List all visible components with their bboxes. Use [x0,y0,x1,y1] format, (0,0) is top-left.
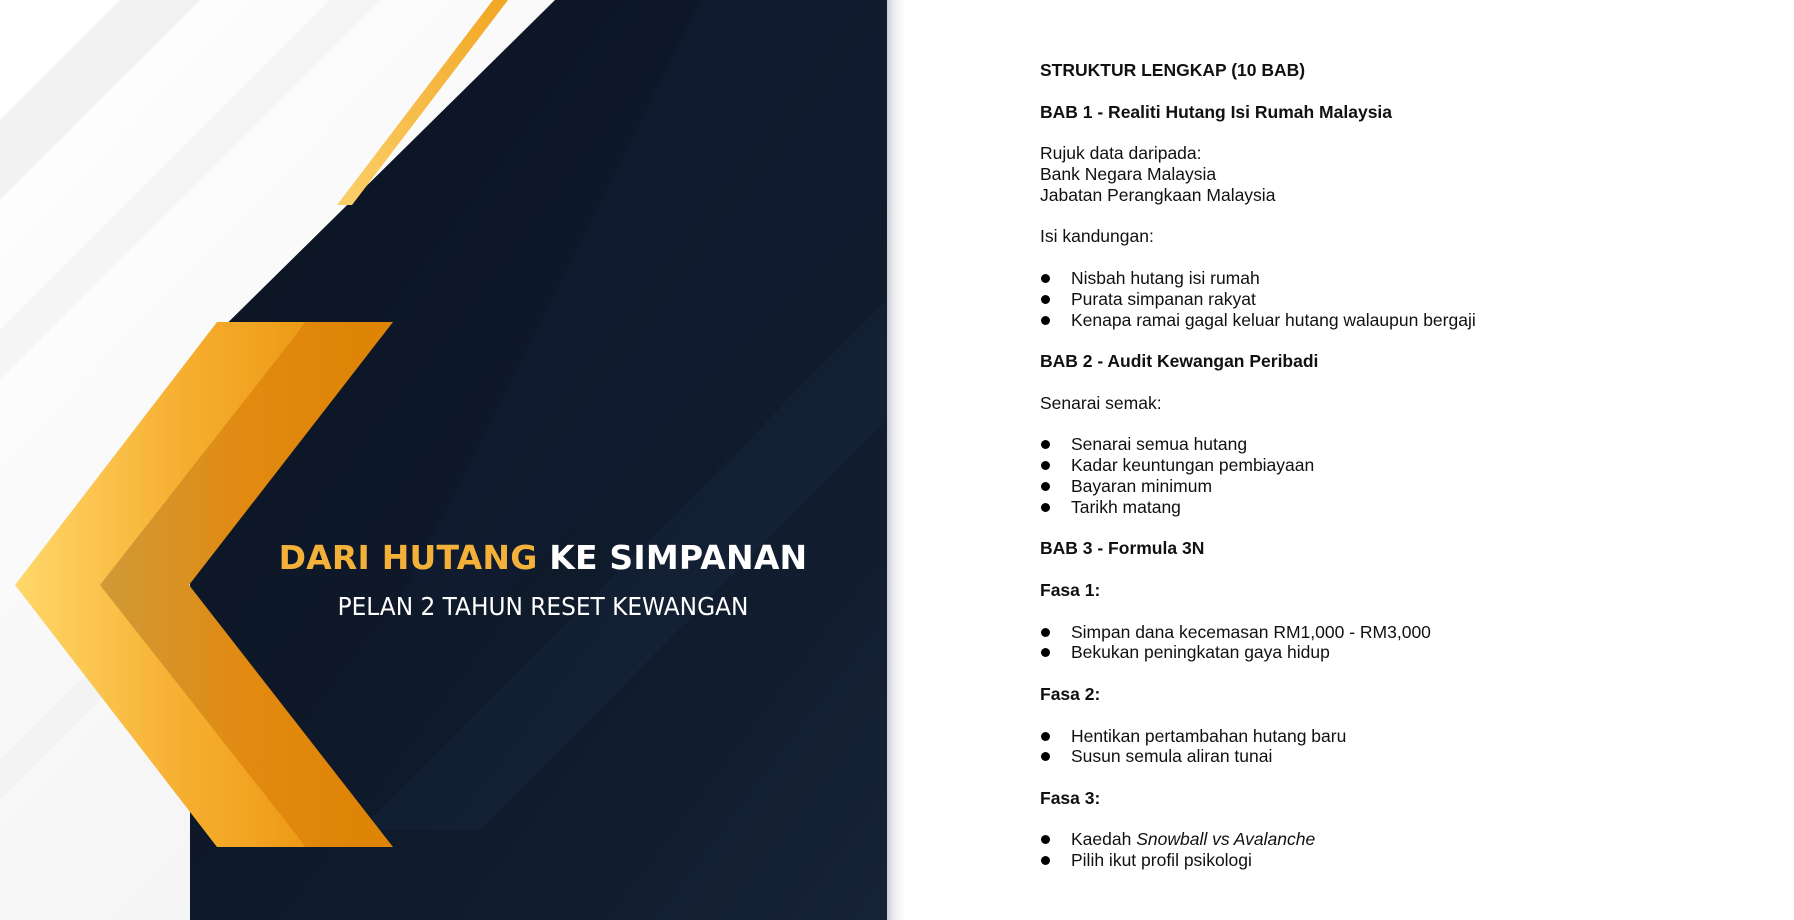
chapter-title-bab1: BAB 1 - Realiti Hutang Isi Rumah Malaysia [1040,101,1393,122]
page-gutter [887,0,905,920]
list-item: Bayaran minimum [1040,476,1740,497]
list-item: Susun semula aliran tunai [1040,746,1740,767]
cover-title-accent: DARI HUTANG [278,538,538,577]
list-item: Hentikan pertambahan hutang baru [1040,726,1740,747]
chapter-title-bab2: BAB 2 - Audit Kewangan Peribadi [1040,351,1319,372]
chapter-title-bab3: BAB 3 - Formula 3N [1040,538,1205,559]
cover-title-rest: KE SIMPANAN [549,538,808,577]
list-item: Purata simpanan rakyat [1040,289,1740,310]
list-item [1040,829,1740,850]
cover-subtitle: PELAN 2 TAHUN RESET KEWANGAN [337,592,749,621]
list-item-prefix: Kaedah [1071,829,1132,850]
list-item-italic: Snowball vs Avalanche [1136,829,1316,850]
checklist-label: Senarai semak: [1040,392,1162,413]
list-item: Nisbah hutang isi rumah [1040,268,1740,289]
bullet-list-fasa1 [1040,622,1740,664]
cover-artwork [0,0,887,920]
list-item: Kadar keuntungan pembiayaan [1040,455,1740,476]
phase-label-3: Fasa 3: [1040,787,1101,808]
bullet-list-bab1 [1040,268,1740,330]
document-heading: STRUKTUR LENGKAP (10 BAB) [1040,60,1306,80]
list-item: Kenapa ramai gagal keluar hutang walaupun bergaji [1040,310,1740,331]
cover-title [230,538,856,577]
document-page [905,0,1794,920]
list-item: Tarikh matang [1040,497,1740,518]
list-item: Pilih ikut profil psikologi [1040,850,1740,871]
list-item: Bekukan peningkatan gaya hidup [1040,642,1740,663]
phase-label-2: Fasa 2: [1040,683,1101,704]
source-line: Bank Negara Malaysia [1040,163,1217,184]
bullet-list-bab2 [1040,434,1740,517]
list-item: Senarai semua hutang [1040,434,1740,455]
source-line: Jabatan Perangkaan Malaysia [1040,184,1276,205]
document-content [1040,60,1740,871]
bullet-list-fasa2 [1040,726,1740,768]
cover-page [0,0,887,920]
bullet-list-fasa3 [1040,829,1740,871]
content-label: Isi kandungan: [1040,226,1154,247]
phase-label-1: Fasa 1: [1040,579,1101,600]
source-intro: Rujuk data daripada: [1040,143,1202,164]
list-item: Simpan dana kecemasan RM1,000 - RM3,000 [1040,622,1740,643]
